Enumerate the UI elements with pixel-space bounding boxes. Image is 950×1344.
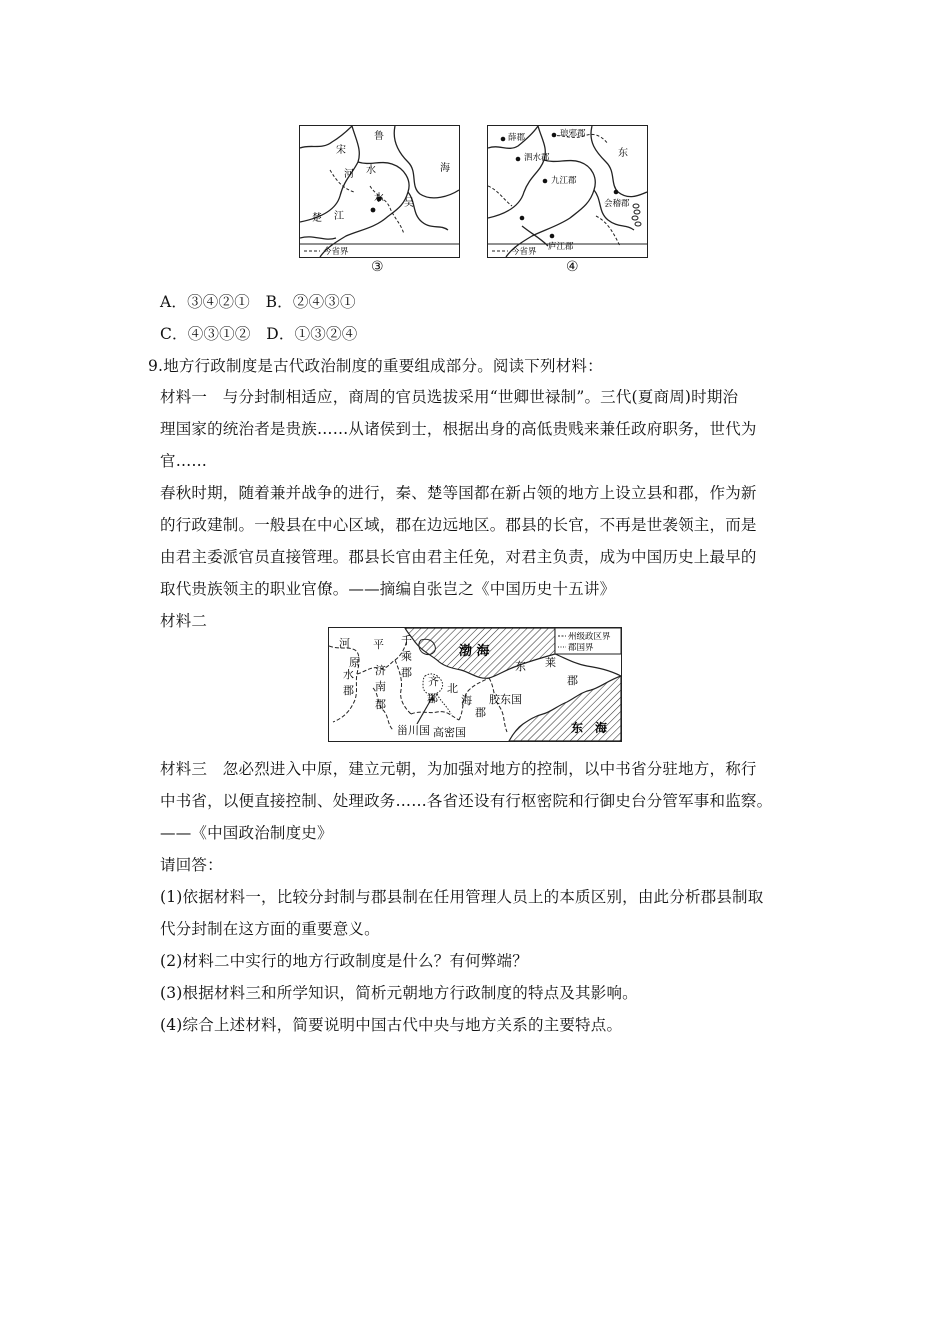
material3-line: ——《中国政治制度史》 [160,824,333,842]
map4-label-langya: 琅邪郡 [560,129,586,139]
m2-label-jun-f: 郡 [567,674,578,687]
material1-line: 官…… [160,452,208,470]
question-title: 9.地方行政制度是古代政治制度的重要组成部分。阅读下列材料： [148,357,603,375]
map4-label-kuaiji: 会稽郡 [604,199,630,209]
material1-line: 理国家的统治者是贵族……从诸侯到士，根据出身的高低贵贱来兼任政府职务，世代为 [160,420,757,438]
map3-label-hai: 海 [440,163,450,174]
m2-label-nan: 南 [375,680,386,693]
m2-label-qian: 千 [401,634,412,647]
map4-label-jiujiang: 九江郡 [551,176,577,186]
m2-label-jun-d: 郡 [427,692,438,705]
m2-label-jun-b: 郡 [343,684,354,697]
map3-label-jiang: 江 [334,211,344,222]
material1-line: 取代贵族领主的职业官僚。——摘编自张岂之《中国历史十五讲》 [160,580,616,598]
map-3-drawing [300,126,459,257]
m2-label-donghai: 东 海 [571,721,608,735]
answer-prompt: 请回答： [160,856,223,874]
map3-legend: 今省界 [323,247,349,257]
material1-line: 由君主委派官员直接管理。郡县长官由君主任免，对君主负责，成为中国历史上最早的 [160,548,757,566]
material3-line: 中书省，以便直接控制、处理政务……各省还设有行枢密院和行御史台分管军事和监察。 [160,792,773,810]
sub-question-line: 代分封制在这方面的重要意义。 [160,920,380,938]
m2-label-zichuan: 甾川国 [397,724,430,737]
map3-label-shui1: 水 [366,165,376,176]
material2-map [328,627,622,742]
m2-legend-zhou: 州级政区界 [568,632,611,642]
map4-label-sishui: 泗水郡 [524,153,550,163]
map4-label-dong: 东 [618,148,628,159]
sub-question-line: (1)依据材料一，比较分封制与郡县制在任用管理人员上的本质区别，由此分析郡县制取 [160,888,764,906]
map-3 [299,125,460,258]
material2-map-drawing [329,628,621,741]
map-4 [487,125,648,258]
map3-label-wu: 吴 [404,198,414,209]
m2-label-hai: 海 [461,694,472,707]
map-4-drawing [488,126,647,257]
m2-label-bei: 北 [447,682,458,695]
material2-label: 材料二 [160,612,208,630]
options-row-1: A．③④②① B．②④③① [160,293,356,311]
map3-label-song: 宋 [336,145,346,156]
m2-label-yuan: 原 [349,656,360,669]
m2-label-ji: 济 [375,664,386,677]
m2-label-qi: 齐 [428,675,439,688]
map3-label-shui2: 水 [374,193,384,204]
m2-label-bohai: 渤 海 [459,644,490,659]
material3-line: 材料三 忽必烈进入中原，建立元朝，为加强对地方的控制，以中书省分驻地方，称行 [160,760,757,778]
m2-label-shui: 水 [343,668,354,681]
m2-label-he: 河 [339,637,350,650]
sub-question-line: (4)综合上述材料，简要说明中国古代中央与地方关系的主要特点。 [160,1016,623,1034]
map4-label-lujiang: 庐江郡 [548,242,574,252]
material1-line: 的行政建制。一般县在中心区域，郡在边远地区。郡县的长官，不再是世袭领主，而是 [160,516,757,534]
m2-label-jun-a: 郡 [401,666,412,679]
map3-label-he: 河 [344,169,354,180]
m2-label-gaomi: 高密国 [433,726,466,739]
options-row-2: C．④③①② D．①③②④ [160,325,358,343]
map4-legend: 今省界 [511,247,537,257]
m2-label-lai: 莱 [545,656,556,669]
map-4-caption: ④ [566,259,579,275]
material1-line: 春秋时期，随着兼并战争的进行，秦、楚等国都在新占领的地方上设立县和郡，作为新 [160,484,757,502]
m2-legend-jun: 郡国界 [568,643,594,653]
m2-label-jun-c: 郡 [375,698,386,711]
sub-question-line: (3)根据材料三和所学知识，简析元朝地方行政制度的特点及其影响。 [160,984,638,1002]
map3-label-chu: 楚 [312,213,322,224]
sub-question-line: (2)材料二中实行的地方行政制度是什么？有何弊端？ [160,952,528,970]
m2-label-ping: 平 [373,638,384,651]
map3-label-lu: 鲁 [374,131,384,142]
m2-label-jun-e: 郡 [475,706,486,719]
m2-label-dong: 东 [515,660,526,673]
m2-label-jiaodong: 胶东国 [489,693,522,706]
map-3-caption: ③ [371,259,384,275]
map4-label-xue: 薛郡 [508,133,526,143]
m2-label-cheng: 乘 [401,650,412,663]
material1-line: 材料一 与分封制相适应，商周的官员选拔采用“世卿世禄制”。三代(夏商周)时期治 [160,388,739,406]
